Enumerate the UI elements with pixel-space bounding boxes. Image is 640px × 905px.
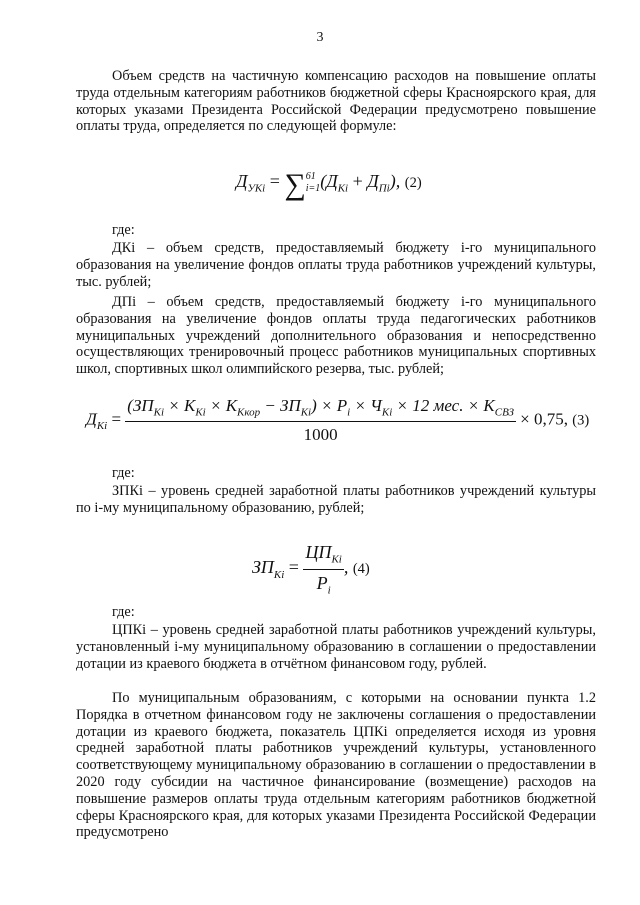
formula-2: $Д_{УКi}$ = ∑ 61 i=1 $(Д_{Кi} + Д_{Пi})$, (2) xyxy=(236,168,422,201)
formula-4: $ЗП_{Кi}$ = $\frac{ЦП_{Кi}}{P_i}$ , (4) xyxy=(252,542,370,597)
intro-paragraph: Объем средств на частичную компенсацию расходов на повышение оплаты труда отдельным категориям работников бюджетной сферы Красноярского края, для которых указами Президента Российской Федерации предусмотрено повышение оплаты труда, определяется по следующей формуле: xyxy=(76,68,596,135)
formula-4-fraction: $\frac{ЦП_{Кi}}{P_i}$ xyxy=(305,542,342,597)
formula-3-fraction: $\frac{(ЗП_{Кi} \times K_{Кi} \times K_{Ккор} - ЗП_{Кi}) \times P_i \times Ч_{Кi} \times 12 мес. \times K_{СВЗ}}{1000}$ xyxy=(127,396,514,445)
final-paragraph: По муниципальным образованиям, с которыми на основании пункта 1.2 Порядка в отчетном финансовом году не заключены соглашения о предоставлении дотации из краевого бюджета, показатель ЦПКi определяется исходя из уровня средней заработной платы работников учреждений культуры, установленного соответствующему муниципальному образованию в соглашении о предоставлении в 2020 году субсидии на частичное финансирование (возмещение) расходов на повышение размеров оплаты труда отдельным категориям работников бюджетной сферы Красноярского края, для которых указами Президента Российской Федерации предусмотрено xyxy=(76,690,596,841)
sum-symbol: ∑ xyxy=(284,168,306,201)
definition-cp: ЦПКi – уровень средней заработной платы работников учреждений культуры, установленный i-му муниципальному образованию в соглашении о предоставлении дотации из краевого бюджета в отчётном финансовом году, рублей. xyxy=(76,622,596,672)
page-number: 3 xyxy=(316,30,324,45)
definition-dp: ДПi – объем средств, предоставляемый бюджету i-го муниципального образования на увеличение фондов оплаты труда педагогических работников муниципальных учреждений дополнительного образования и непосредственно осуществляющих тренировочный процесс работников муниципальных спортивных школ, спортивных школ олимпийского резерва, тыс. рублей; xyxy=(76,294,596,378)
formula-3: $Д_{Кi}$ = $\frac{(ЗП_{Кi} \times K_{Кi} \times K_{Ккор} - ЗП_{Кi}) \times P_i \times Ч_{Кi} \times 12 мес. \times K_{СВЗ}}{1000}$ × 0,75, (3) xyxy=(86,396,590,445)
definition-dk: ДКi – объем средств, предоставляемый бюджету i-го муниципального образования на увеличение фондов оплаты труда работников учреждений культуры, тыс. рублей; xyxy=(76,240,596,290)
where-label-3: где: xyxy=(112,604,135,620)
where-label-2: где: xyxy=(112,465,135,481)
definition-zp: ЗПКi – уровень средней заработной платы работников учреждений культуры по i-му муниципальному образованию, рублей; xyxy=(76,483,596,516)
where-label-1: где: xyxy=(112,222,135,238)
